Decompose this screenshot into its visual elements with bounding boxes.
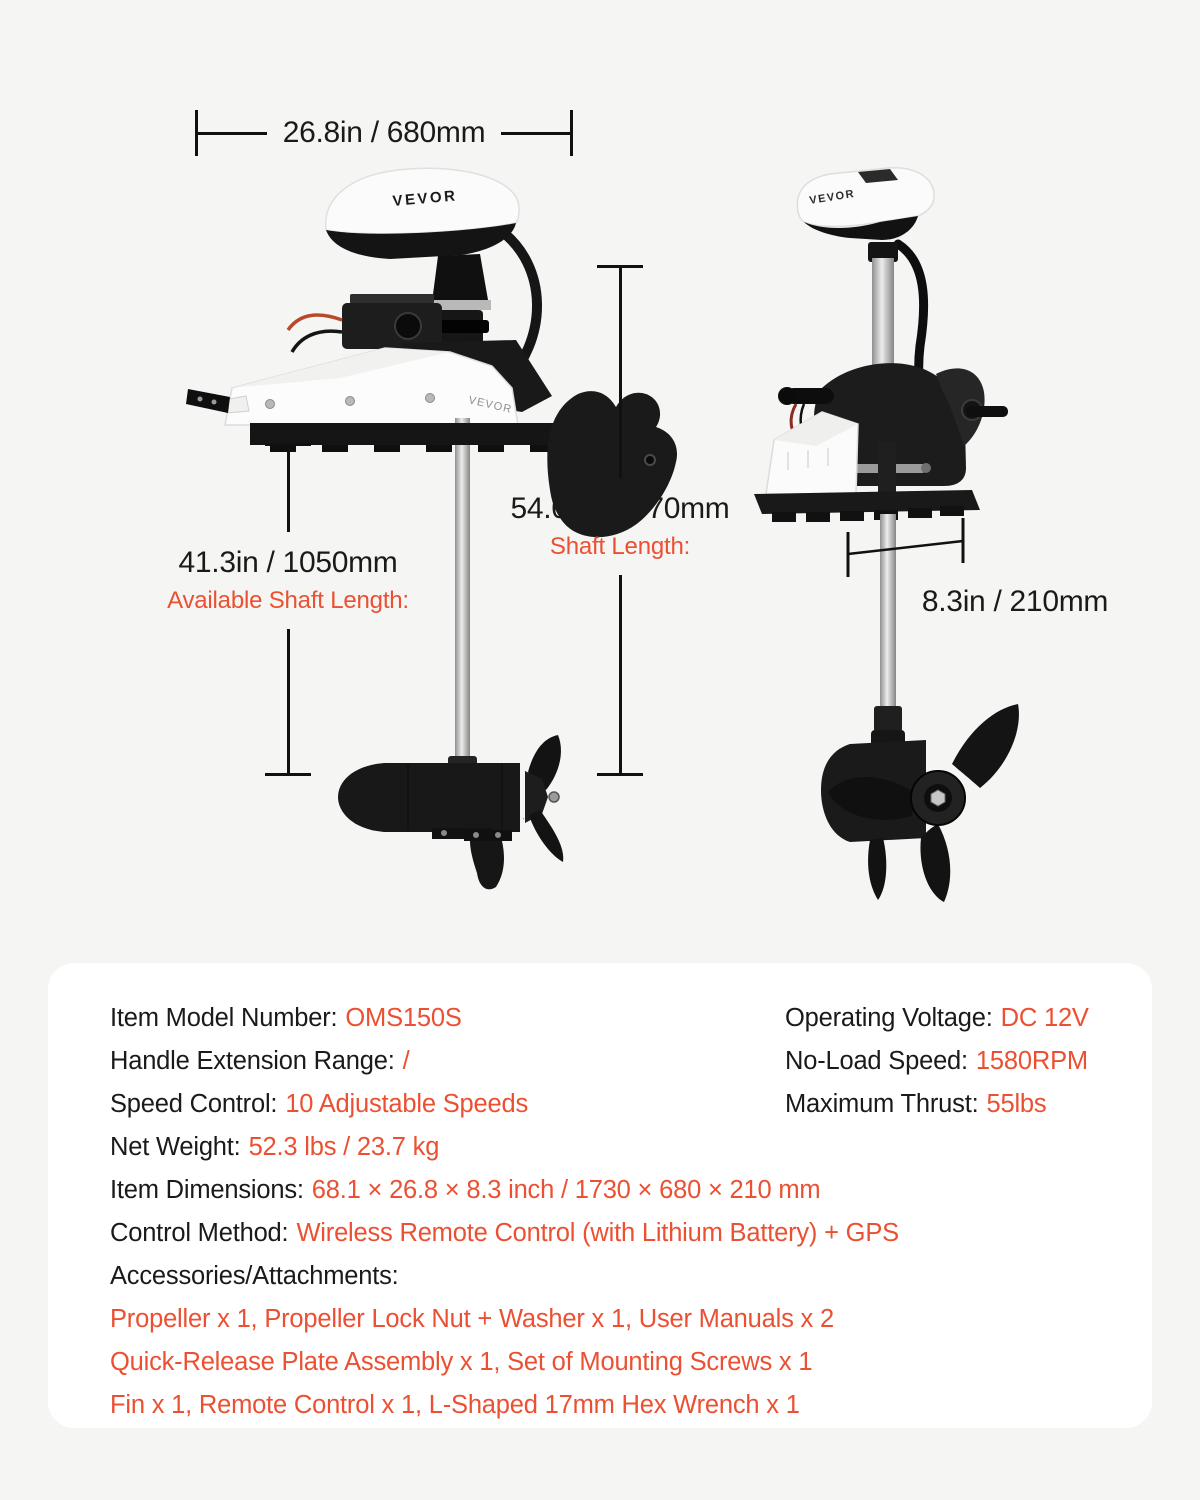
power-wire-black bbox=[292, 331, 342, 352]
spec-label: Item Dimensions: bbox=[110, 1176, 304, 1204]
dimension-depth-lines bbox=[830, 505, 980, 590]
spec-item bbox=[110, 997, 785, 1040]
dimension-line bbox=[287, 629, 290, 773]
dimension-tick bbox=[597, 773, 643, 776]
dimension-tick bbox=[265, 773, 311, 776]
spec-label: Maximum Thrust: bbox=[785, 1090, 979, 1118]
dimension-shaft-label-block bbox=[511, 478, 730, 575]
dimension-width-value: 26.8in / 680mm bbox=[282, 116, 486, 149]
spec-item bbox=[110, 1083, 785, 1126]
dimension-line bbox=[287, 446, 290, 532]
spec-label: Item Model Number: bbox=[110, 1004, 338, 1032]
accessories-line: Fin x 1, Remote Control x 1, L-Shaped 17mm Hex Wrench x 1 bbox=[110, 1391, 800, 1419]
spec-item bbox=[785, 1083, 1046, 1126]
spec-row bbox=[110, 1255, 1152, 1298]
dimension-available-shaft-caption: Available Shaft Length: bbox=[167, 587, 409, 614]
spec-value: Wireless Remote Control (with Lithium Battery) + GPS bbox=[296, 1219, 899, 1247]
prop-nut bbox=[931, 790, 945, 806]
brand-logo: VEVOR bbox=[391, 187, 459, 210]
dimension-tick bbox=[570, 110, 573, 156]
motor-pod bbox=[821, 740, 926, 900]
spec-value: DC 12V bbox=[1000, 1004, 1089, 1032]
fin bbox=[464, 830, 512, 889]
spec-row bbox=[110, 1040, 1152, 1083]
dimension-available-shaft-value: 41.3in / 1050mm bbox=[178, 546, 398, 579]
dimension-available-shaft bbox=[158, 443, 418, 776]
fin bbox=[868, 838, 886, 900]
dimension-depth-value: 8.3in / 210mm bbox=[921, 585, 1109, 618]
brand-logo: VEVOR bbox=[808, 187, 856, 207]
motor-head bbox=[326, 168, 519, 259]
dimension-line bbox=[619, 268, 622, 478]
spec-row bbox=[110, 1083, 1152, 1126]
mount-base bbox=[766, 412, 858, 494]
spec-item bbox=[785, 997, 1089, 1040]
specs-panel bbox=[48, 963, 1152, 1428]
spec-value: 68.1 × 26.8 × 8.3 inch / 1730 × 680 × 210 mm bbox=[311, 1176, 821, 1204]
spec-label: Handle Extension Range: bbox=[110, 1047, 395, 1075]
spec-label: No-Load Speed: bbox=[785, 1047, 968, 1075]
spec-label: Speed Control: bbox=[110, 1090, 278, 1118]
dimension-line bbox=[619, 575, 622, 773]
spec-row bbox=[110, 997, 1152, 1040]
dimension-shaft-value: 54.0in / 1370mm bbox=[510, 492, 730, 525]
dimension-width bbox=[195, 110, 573, 156]
spec-value: 55lbs bbox=[986, 1090, 1047, 1118]
spec-row bbox=[110, 1126, 1152, 1169]
spec-row bbox=[110, 1212, 1152, 1255]
spec-label: Net Weight: bbox=[110, 1133, 241, 1161]
spec-item bbox=[110, 1040, 785, 1083]
motor-head bbox=[797, 168, 934, 240]
spec-value: 52.3 lbs / 23.7 kg bbox=[248, 1133, 440, 1161]
accessories-line: Quick-Release Plate Assembly x 1, Set of Mounting Screws x 1 bbox=[110, 1348, 813, 1376]
motor-shaft bbox=[455, 418, 470, 763]
spec-item bbox=[785, 1040, 1088, 1083]
power-wire-red bbox=[288, 315, 342, 330]
dimension-available-shaft-label-block bbox=[167, 532, 409, 629]
dimension-line bbox=[501, 132, 570, 135]
spec-value: 10 Adjustable Speeds bbox=[285, 1090, 529, 1118]
brand-logo: VEVOR bbox=[467, 394, 514, 416]
propeller bbox=[828, 704, 1019, 902]
spec-value: OMS150S bbox=[345, 1004, 462, 1032]
dimension-line bbox=[198, 132, 267, 135]
spec-label: Control Method: bbox=[110, 1219, 289, 1247]
spec-label: Accessories/Attachments: bbox=[110, 1262, 399, 1290]
spec-value: 1580RPM bbox=[975, 1047, 1088, 1075]
dimension-shaft bbox=[490, 265, 750, 776]
dimension-shaft-caption: Shaft Length: bbox=[549, 533, 691, 560]
accessories-line: Propeller x 1, Propeller Lock Nut + Washer x 1, User Manuals x 2 bbox=[110, 1305, 834, 1333]
spec-value: / bbox=[402, 1047, 410, 1075]
spec-label: Operating Voltage: bbox=[785, 1004, 993, 1032]
spec-row bbox=[110, 1169, 1152, 1212]
mount-base bbox=[225, 348, 518, 425]
